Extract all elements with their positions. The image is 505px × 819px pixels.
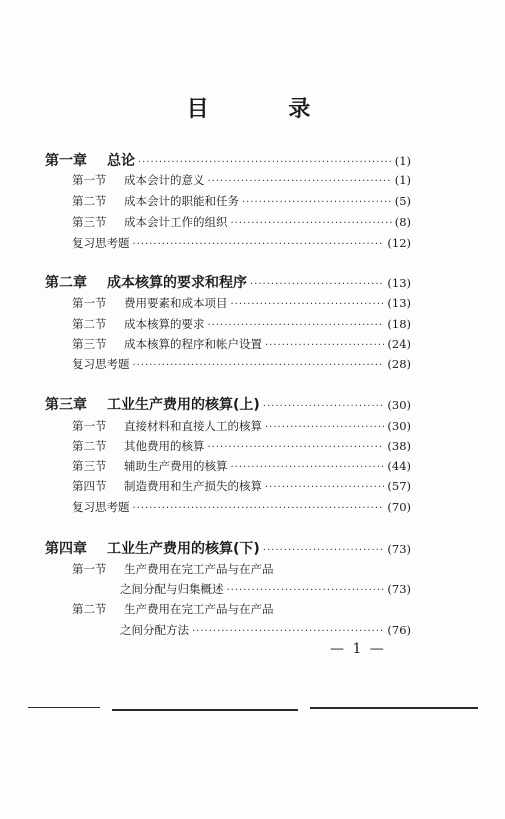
page-ref: (76) <box>387 623 411 637</box>
dot-leader <box>208 176 392 187</box>
section-title: 辅助生产费用的核算 <box>124 459 228 473</box>
chapter-number: 第四章 <box>45 541 87 557</box>
section-title: 费用要素和成本项目 <box>124 296 228 310</box>
section-title-continued: 之间分配方法 <box>120 623 189 637</box>
toc-section[interactable] <box>72 601 411 617</box>
section-number: 第三节 <box>72 337 107 351</box>
review-title: 复习思考题 <box>72 357 130 371</box>
dot-leader <box>192 626 384 637</box>
toc-section[interactable] <box>72 193 411 209</box>
section-number: 第一节 <box>72 296 107 310</box>
page-number: — 1 — <box>330 641 386 657</box>
dot-leader <box>133 503 385 514</box>
dot-leader <box>250 279 384 290</box>
section-title: 其他费用的核算 <box>124 439 205 453</box>
toc-chapter-1[interactable] <box>45 150 411 170</box>
section-title-continued: 之间分配与归集概述 <box>120 582 224 596</box>
page-ref: (70) <box>387 500 411 514</box>
toc-chapter-3[interactable] <box>45 394 411 414</box>
chapter-number: 第一章 <box>45 153 87 169</box>
chapter-title: 工业生产费用的核算(上) <box>107 397 260 413</box>
section-title: 制造费用和生产损失的核算 <box>124 479 262 493</box>
dot-leader <box>138 157 392 168</box>
section-number: 第二节 <box>72 317 107 331</box>
section-number: 第一节 <box>72 562 107 576</box>
dot-leader <box>208 442 385 453</box>
page-ref: (13) <box>387 296 411 310</box>
dot-leader <box>133 239 385 250</box>
toc-review[interactable] <box>72 235 411 251</box>
page-ref: (8) <box>394 215 411 229</box>
page-ref: (57) <box>387 479 411 493</box>
toc-section[interactable] <box>72 172 411 188</box>
scan-rule <box>28 707 100 708</box>
section-title: 成本会计的职能和任务 <box>124 194 239 208</box>
section-number: 第四节 <box>72 479 107 493</box>
section-title: 成本会计工作的组织 <box>124 215 228 229</box>
page-ref: (73) <box>387 542 411 556</box>
dot-leader <box>263 545 385 556</box>
toc-section[interactable] <box>72 316 411 332</box>
toc-section[interactable] <box>72 214 411 230</box>
toc-section-continuation[interactable] <box>120 581 411 597</box>
page-ref: (1) <box>394 173 411 187</box>
scan-rule <box>112 709 298 711</box>
review-title: 复习思考题 <box>72 500 130 514</box>
page-ref: (12) <box>387 236 411 250</box>
toc-section[interactable] <box>72 336 411 352</box>
page-ref: (30) <box>387 419 411 433</box>
page-ref: (13) <box>387 276 411 290</box>
chapter-title: 总论 <box>107 153 135 169</box>
section-number: 第二节 <box>72 439 107 453</box>
chapter-number: 第二章 <box>45 275 87 291</box>
section-number: 第一节 <box>72 173 107 187</box>
section-title: 成本核算的程序和帐户设置 <box>124 337 262 351</box>
dot-leader <box>265 482 384 493</box>
toc-review[interactable] <box>72 356 411 372</box>
page-ref: (5) <box>394 194 411 208</box>
section-title: 成本会计的意义 <box>124 173 205 187</box>
review-title: 复习思考题 <box>72 236 130 250</box>
page-ref: (38) <box>387 439 411 453</box>
section-number: 第二节 <box>72 602 107 616</box>
page-title: 目 录 <box>186 97 347 122</box>
section-title: 成本核算的要求 <box>124 317 205 331</box>
toc-review[interactable] <box>72 499 411 515</box>
page-ref: (28) <box>387 357 411 371</box>
section-number: 第一节 <box>72 419 107 433</box>
page-ref: (18) <box>387 317 411 331</box>
section-number: 第三节 <box>72 215 107 229</box>
scan-rule <box>310 707 478 709</box>
toc-section[interactable] <box>72 295 411 311</box>
page-ref: (1) <box>394 154 411 168</box>
page-ref: (73) <box>387 582 411 596</box>
dot-leader <box>208 320 385 331</box>
page-ref: (44) <box>387 459 411 473</box>
toc-chapter-4[interactable] <box>45 538 411 558</box>
toc-section[interactable] <box>72 478 411 494</box>
chapter-number: 第三章 <box>45 397 87 413</box>
dot-leader <box>265 422 384 433</box>
dot-leader <box>242 197 392 208</box>
dot-leader <box>265 340 384 351</box>
chapter-title: 成本核算的要求和程序 <box>107 275 247 291</box>
toc-chapter-2[interactable] <box>45 272 411 292</box>
section-number: 第二节 <box>72 194 107 208</box>
dot-leader <box>231 218 392 229</box>
section-title: 直接材料和直接人工的核算 <box>124 419 262 433</box>
toc-section[interactable] <box>72 561 411 577</box>
page-ref: (24) <box>387 337 411 351</box>
dot-leader <box>227 585 385 596</box>
section-title: 生产费用在完工产品与在产品 <box>124 562 274 576</box>
chapter-title: 工业生产费用的核算(下) <box>107 541 260 557</box>
toc-section[interactable] <box>72 438 411 454</box>
dot-leader <box>133 360 385 371</box>
dot-leader <box>263 401 385 412</box>
page-ref: (30) <box>387 398 411 412</box>
toc-section-continuation[interactable] <box>120 622 411 638</box>
toc-section[interactable] <box>72 418 411 434</box>
dot-leader <box>231 299 385 310</box>
section-title: 生产费用在完工产品与在产品 <box>124 602 274 616</box>
toc-section[interactable] <box>72 458 411 474</box>
dot-leader <box>231 462 385 473</box>
section-number: 第三节 <box>72 459 107 473</box>
